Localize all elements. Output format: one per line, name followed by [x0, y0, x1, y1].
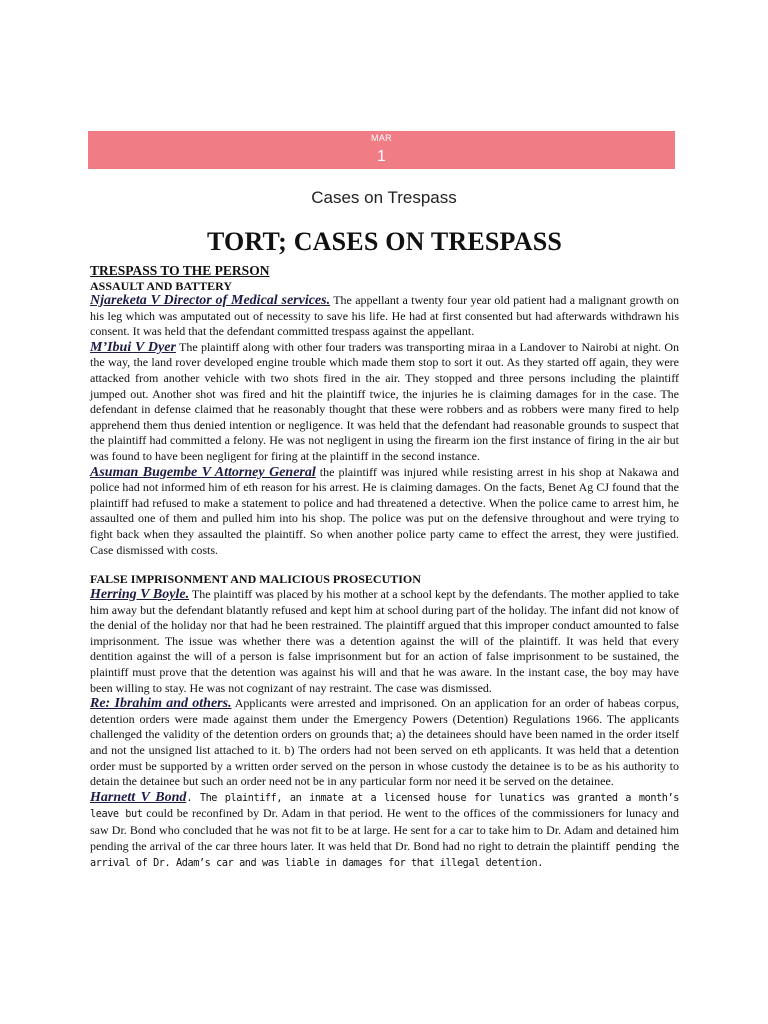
case-text: The plaintiff along with other four traders was transporting miraa in a Landover to Nairobi at night. On the way, the land rover developed engine trouble which made them stop to sort it out. As they started off again, they were attacked from another vehicle with two shots fired in the air. They stopped and three persons including the plaintiff jumped out. Another shot was fired and hit the plaintiff twice, the injuries he is claiming damages for in the case. The defendant in defense claimed that he reasonably thought that these were robbers and as robbers were many fired to help apprehend them thus denied intention or negligence. It was held that the defendant had reasonable grounds to suspect that the plaintiff had committed a felony. He was not negligent in using the firearm ion the first instance of firing in the air but was found to have been negligent for firing at the plaintiff in the second instance. [90, 339, 679, 463]
case-text: The plaintiff was placed by his mother at a school kept by the defendants. The mother applied to take him away but the defendant blatantly refused and kept him at school during part of the holiday. The infant did not know of the denial of the holiday nor that had he been restrained. The plaintiff argued that this improper conduct amounted to false imprisonment. The issue was whether there was a detention against the will of the plaintiff. It was held that every dentition against the will of a person is false imprisonment but for an action of false imprisonment to be sustained, the plaintiff must prove that the detention was against his will and that he was aware. In the instant case, the boy may have been willing to stay. He was not cognizant of nay restraint. The case was dismissed. [90, 587, 680, 695]
case-paragraph [90, 293, 679, 340]
case-text: . The plaintiff, an inmate at a licensed house for lunatics was granted a month’s leave but [90, 792, 679, 821]
case-name: Njareketa V Director of Medical services. [90, 293, 331, 308]
date-banner [88, 131, 675, 169]
case-text: could be reconfined by Dr. Adam in that period. He went to the offices of the commissioners for lunacy and saw Dr. Bond who concluded that he was not fit to be at large. He sent for a car to take him to Dr. Adam and detained him pending the arrival of the car three hours later. It was held that Dr. Bond had no right to detrain the plaintiff [90, 806, 679, 853]
heading-false-imprisonment: FALSE IMPRISONMENT AND MALICIOUS PROSECUTION [90, 572, 421, 587]
document-title: TORT; CASES ON TRESPASS [206, 227, 563, 256]
case-text: pending the arrival of Dr. Adam’s car and was liable in damages for that illegal detention. [90, 841, 679, 870]
case-name: Asuman Bugembe V Attorney General [90, 464, 316, 480]
blog-post-title: Cases on Trespass [311, 188, 457, 207]
case-text: The appellant a twenty four year old patient had a malignant growth on his leg which was amputated out of necessity to save his life. He had at first consented but had afterwards withdrawn his consent. It was held that the defendant committed trespass against the appellant. [90, 293, 680, 339]
date-month: MAR [371, 133, 392, 143]
heading-trespass-to-the-person: TRESPASS TO THE PERSON [90, 263, 270, 278]
case-name: M’Ibui V Dyer [90, 339, 176, 355]
case-name: Harnett V Bond [90, 789, 187, 805]
case-name: Herring V Boyle. [90, 587, 190, 603]
case-paragraph [90, 465, 679, 559]
case-paragraph [90, 340, 679, 465]
case-paragraph [90, 790, 679, 872]
document-body [90, 222, 679, 872]
case-paragraph [90, 696, 679, 790]
case-text: the plaintiff was injured while resisting arrest in his shop at Nakawa and police had not informed him of eth reason for his arrest. He is claiming damages. On the facts, Benet Ag CJ found that the plaintiff had refused to make a statement to police and had threatened a detective. When the police came to arrest him, he assaulted one of them and pulled him into his shop. The police was put on the defensive throughout and were trying to fight back when they assaulted the plaintiff. So when another police party came to effect the arrest, they were justified. Case dismissed with costs. [90, 464, 679, 557]
case-text: Applicants were arrested and imprisoned. On an application for an order of habeas corpus, detention orders were made against them under the Emergency Powers (Detention) Regulations 1966. The applicants challenged the validity of the detention orders on grounds that; a) the detainees should have been named in the order itself and not the unsigned list attached to it. b) The orders had not been served on eth applicants. It was held that a detention order must be supported by a written order served on the person in whose custody the detainee is to be as his authority to detain the detainee but such an order need not be in any particular form nor need it be served on the detainee. [90, 696, 679, 789]
date-day: 1 [377, 148, 386, 165]
case-name: Re: Ibrahim and others. [90, 696, 232, 712]
heading-assault-and-battery: ASSAULT AND BATTERY [90, 279, 233, 293]
case-paragraph [90, 587, 679, 696]
